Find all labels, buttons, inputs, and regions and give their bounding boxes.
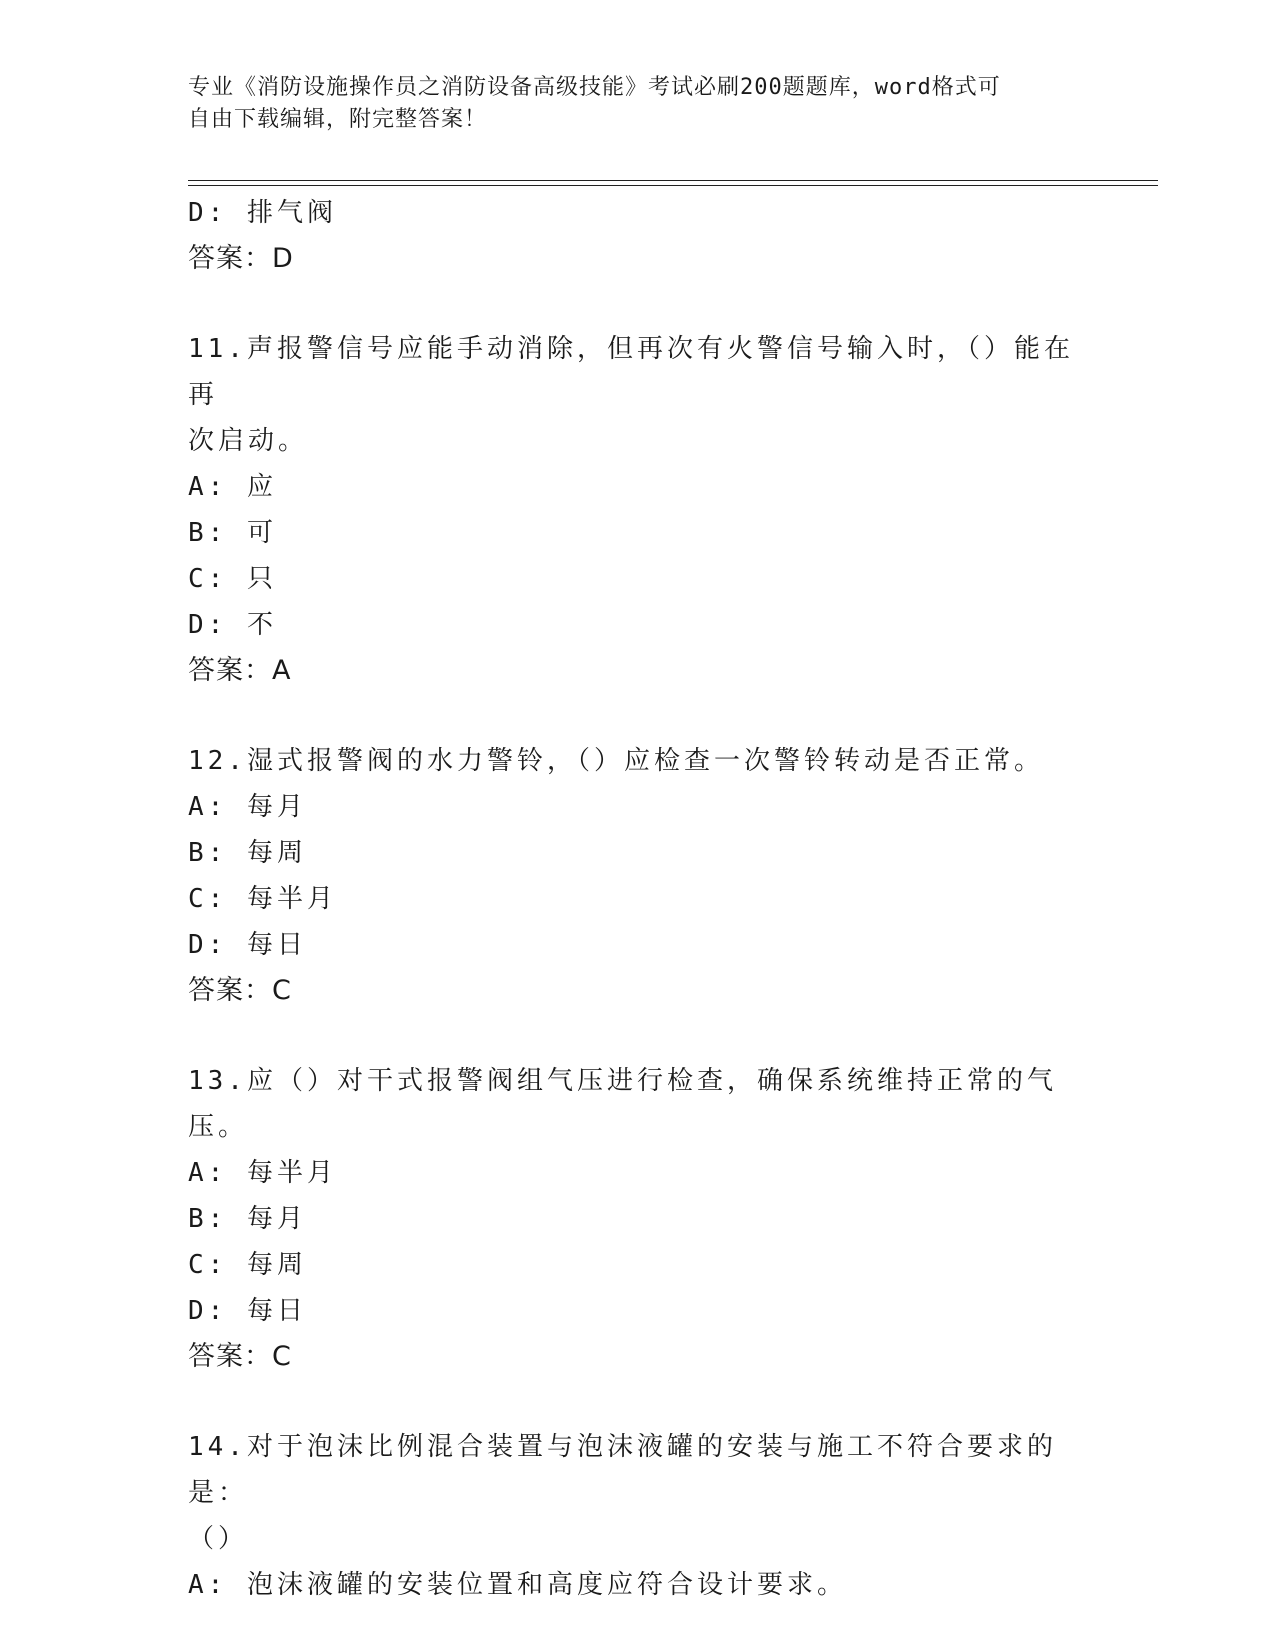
answer: 答案：C (188, 975, 292, 1006)
question-stem: 14.对于泡沫比例混合装置与泡沫液罐的安装与施工不符合要求的是： (188, 1432, 1057, 1508)
option-c: C: 只 (188, 564, 277, 594)
option-a: A: 应 (188, 472, 277, 502)
document-header (188, 72, 1088, 136)
header-line-2: 自由下载编辑，附完整答案！ (188, 107, 488, 132)
header-divider-bottom (188, 185, 1158, 186)
header-divider-top (188, 180, 1158, 181)
option-b: B: 每周 (188, 838, 307, 868)
question-13 (188, 1058, 1088, 1380)
document-body (188, 190, 1088, 1608)
option-d: D: 每日 (188, 930, 307, 960)
answer: 答案：C (188, 1341, 292, 1372)
option-a: A: 每半月 (188, 1158, 337, 1188)
question-14 (188, 1424, 1088, 1608)
question-10-tail (188, 190, 1088, 282)
option-d: D: 排气阀 (188, 198, 337, 228)
answer: 答案：A (188, 655, 292, 686)
question-12 (188, 738, 1088, 1014)
option-a: A: 每月 (188, 792, 307, 822)
question-stem: 12.湿式报警阀的水力警铃，（）应检查一次警铃转动是否正常。 (188, 746, 1044, 776)
answer: 答案：D (188, 243, 294, 274)
option-d: D: 不 (188, 610, 277, 640)
option-c: C: 每半月 (188, 884, 337, 914)
question-stem-continued: 次启动。 (188, 426, 309, 456)
question-stem: 11.声报警信号应能手动消除，但再次有火警信号输入时，（）能在再 (188, 334, 1074, 410)
option-c: C: 每周 (188, 1250, 307, 1280)
question-stem-continued: （） (188, 1524, 249, 1554)
option-b: B: 可 (188, 518, 277, 548)
option-a: A: 泡沫液罐的安装位置和高度应符合设计要求。 (188, 1570, 847, 1600)
option-b: B: 每月 (188, 1204, 307, 1234)
question-stem: 13.应（）对干式报警阀组气压进行检查，确保系统维持正常的气压。 (188, 1066, 1057, 1142)
question-11 (188, 326, 1088, 694)
header-line-1: 专业《消防设施操作员之消防设备高级技能》考试必刷200题题库，word格式可 (188, 75, 1001, 100)
option-d: D: 每日 (188, 1296, 307, 1326)
